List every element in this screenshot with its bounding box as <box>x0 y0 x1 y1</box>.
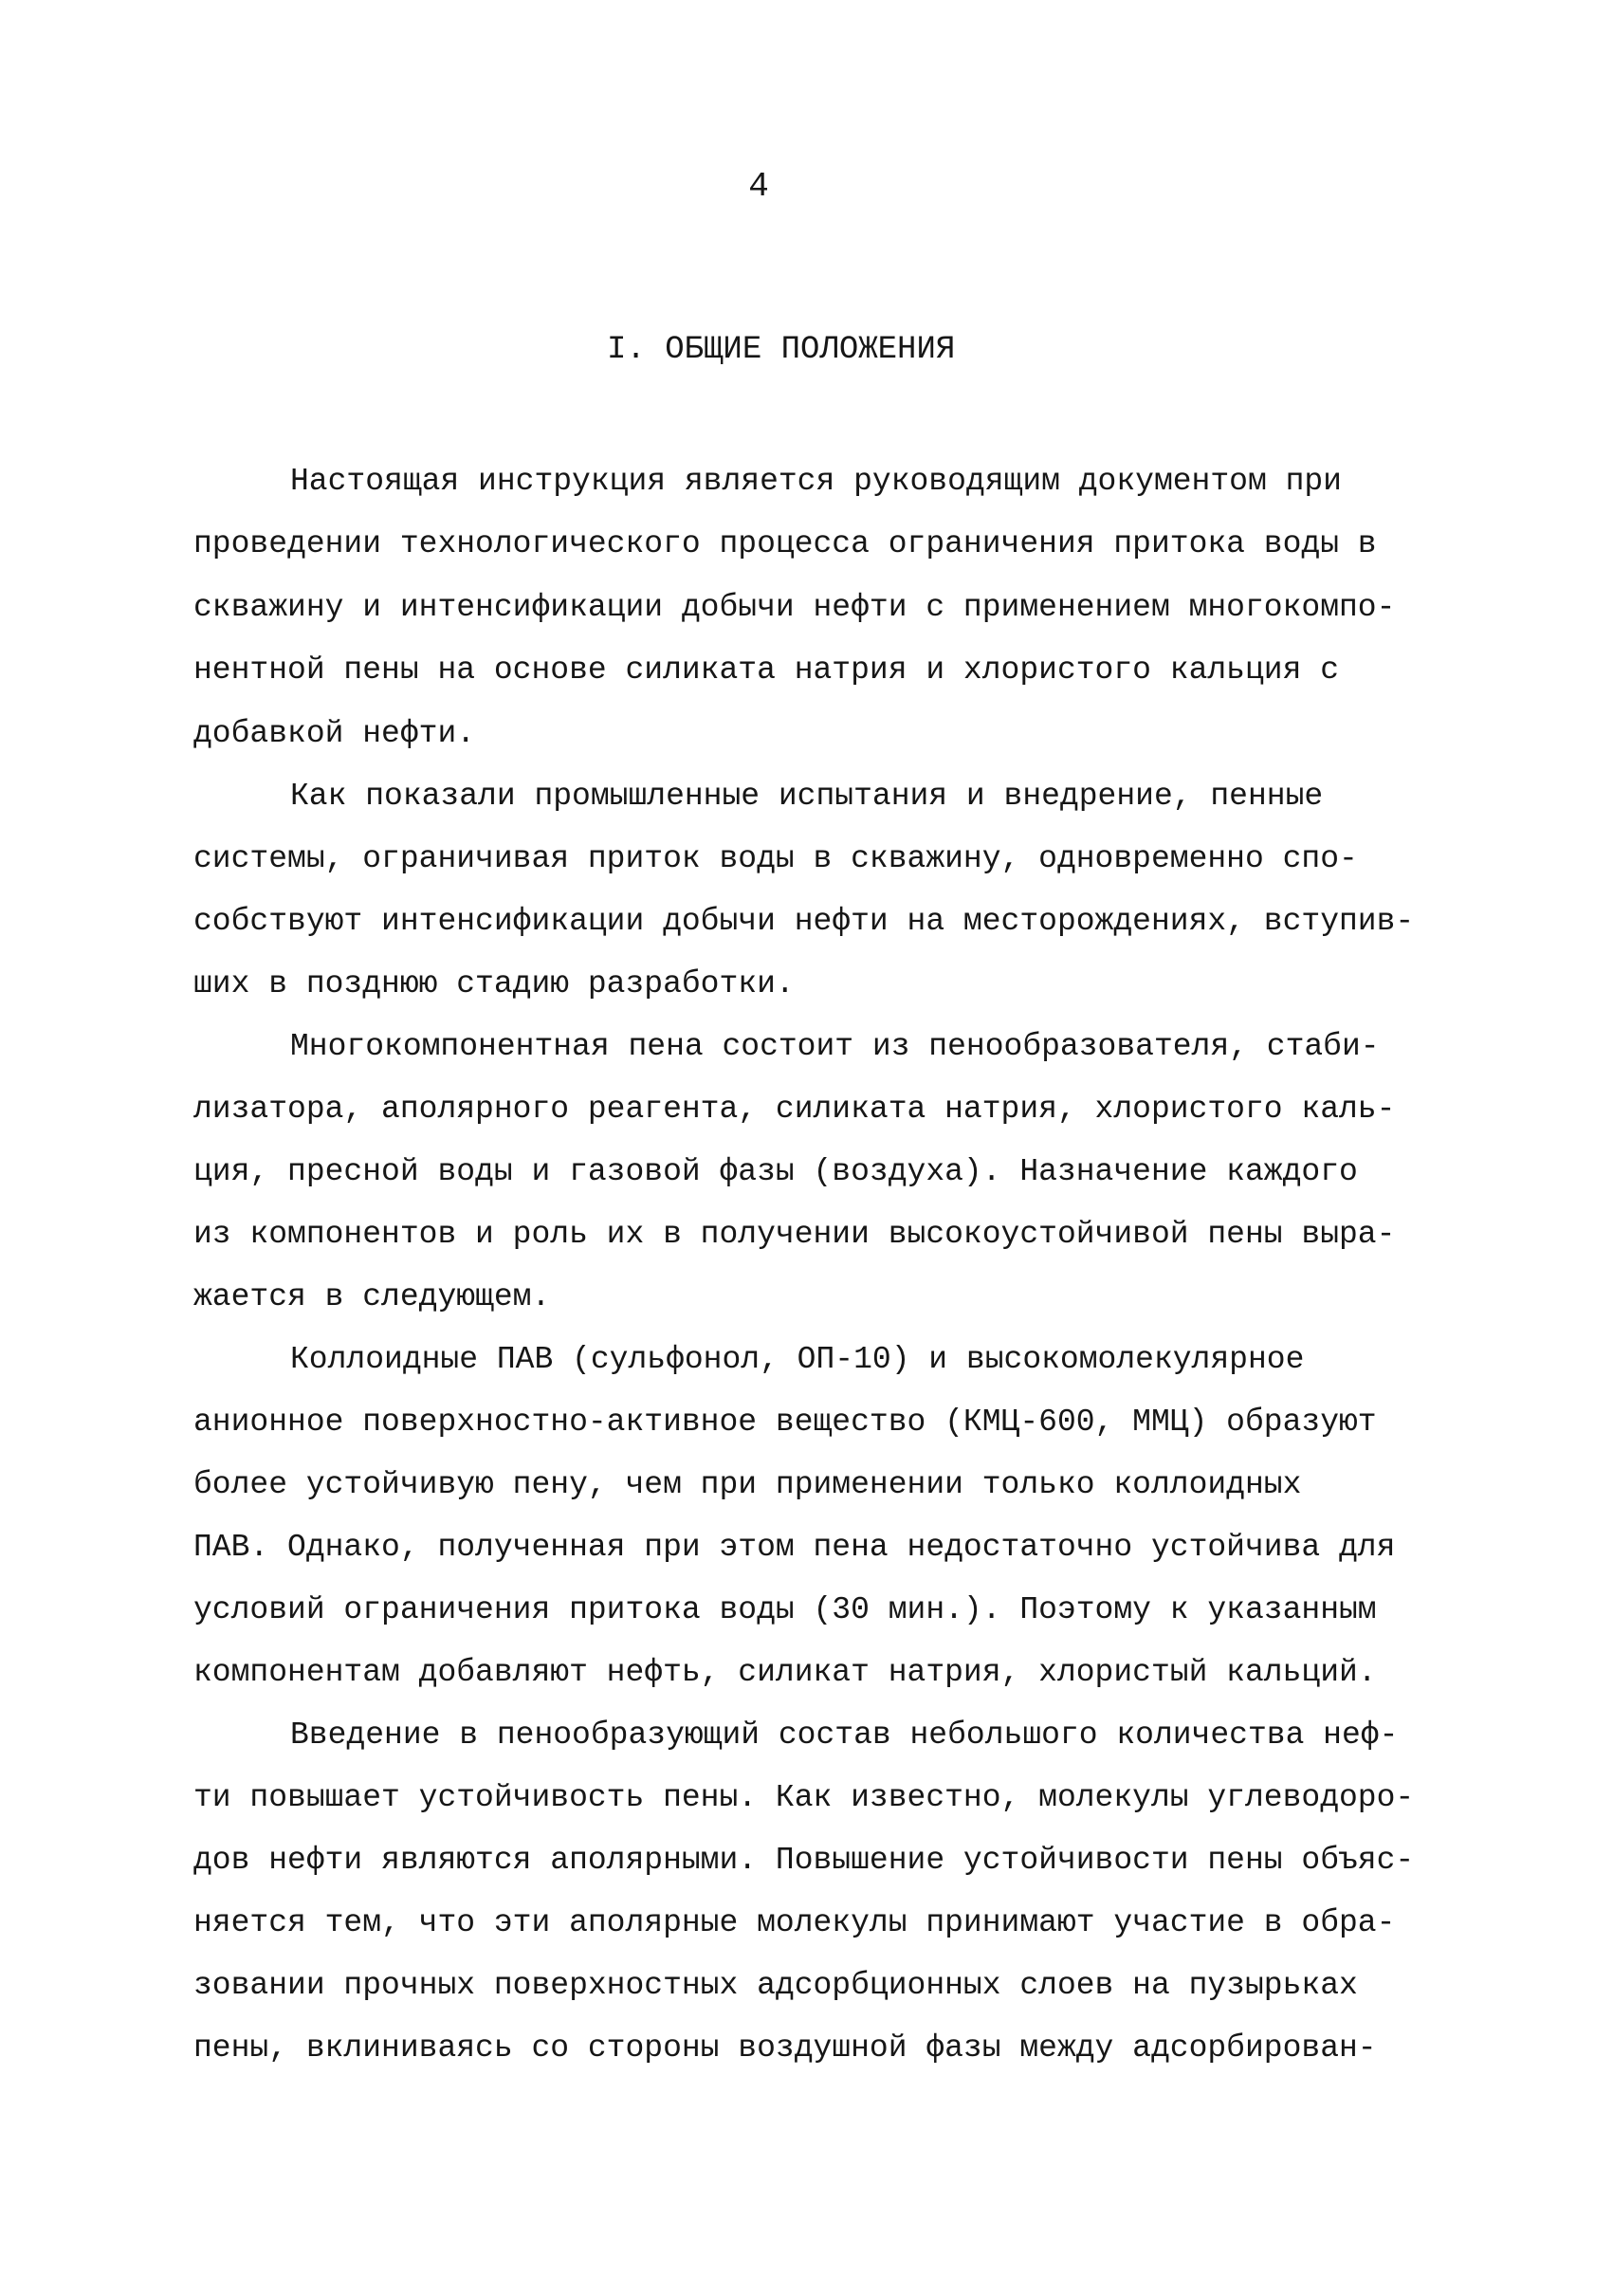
text-line: условий ограничения притока воды (30 мин.). Поэтому к указанным <box>193 1592 1377 1627</box>
text-line: няется тем, что эти аполярные молекулы принимают участие в обра- <box>193 1905 1396 1940</box>
section-title: I. ОБЩИЕ ПОЛОЖЕНИЯ <box>607 332 956 368</box>
text-line: пены, вклиниваясь со стороны воздушной фазы между адсорбирован- <box>193 2030 1377 2066</box>
text-line: компонентам добавляют нефть, силикат натрия, хлористый кальций. <box>193 1655 1377 1690</box>
page-number: 4 <box>748 167 769 206</box>
text-line: ция, пресной воды и газовой фазы (воздуха). Назначение каждого <box>193 1154 1358 1189</box>
text-line: из компонентов и роль их в получении высокоустойчивой пены выра- <box>193 1217 1396 1252</box>
text-line: скважину и интенсификации добычи нефти с применением многокомпо- <box>193 590 1396 625</box>
text-line: Коллоидные ПАВ (сульфонол, ОП-10) и высокомолекулярное <box>290 1342 1305 1377</box>
text-line: лизатора, аполярного реагента, силиката натрия, хлористого каль- <box>193 1092 1396 1127</box>
text-line: дов нефти являются аполярными. Повышение устойчивости пены объяс- <box>193 1843 1415 1878</box>
text-line: жается в следующем. <box>193 1279 551 1314</box>
text-line: собствуют интенсификации добычи нефти на месторождениях, вступив- <box>193 904 1415 939</box>
text-line: более устойчивую пену, чем при применении только коллоидных <box>193 1467 1302 1502</box>
text-line: Настоящая инструкция является руководящим документом при <box>290 464 1342 499</box>
text-line: добавкой нефти. <box>193 716 476 751</box>
text-line: анионное поверхностно-активное вещество (КМЦ-600, ММЦ) образуют <box>193 1405 1377 1440</box>
text-line: Как показали промышленные испытания и внедрение, пенные <box>290 779 1324 814</box>
text-line: ПАВ. Однако, полученная при этом пена недостаточно устойчива для <box>193 1530 1396 1565</box>
text-line: зовании прочных поверхностных адсорбционных слоев на пузырьках <box>193 1968 1358 2003</box>
text-line: ти повышает устойчивость пены. Как известно, молекулы углеводоро- <box>193 1780 1415 1815</box>
text-line: системы, ограничивая приток воды в скважину, одновременно спо- <box>193 841 1358 876</box>
text-line: ших в позднюю стадию разработки. <box>193 966 795 1001</box>
text-line: проведении технологического процесса ограничения притока воды в <box>193 526 1377 561</box>
text-line: Многокомпонентная пена состоит из пенообразователя, стаби- <box>290 1029 1380 1064</box>
text-line: нентной пены на основе силиката натрия и хлористого кальция с <box>193 652 1339 688</box>
text-line: Введение в пенообразующий состав небольшого количества неф- <box>290 1717 1399 1753</box>
